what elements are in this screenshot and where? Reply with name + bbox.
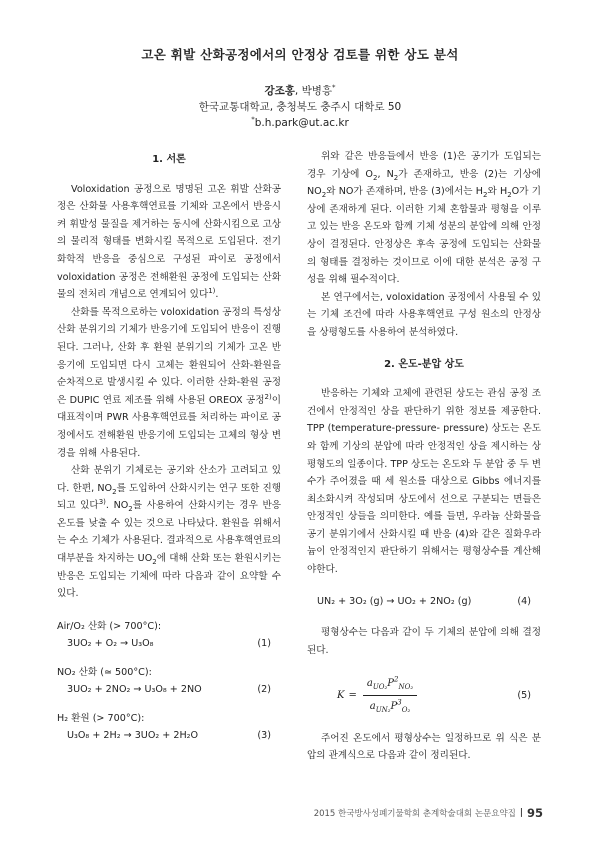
email-mark: *: [251, 115, 255, 124]
conclusion-paragraph: 주어진 온도에서 평형상수는 일정하므로 위 식은 분압의 관계식으로 다음과 같이 정리된다.: [307, 732, 541, 762]
reaction-equations: [57, 618, 281, 744]
first-author: 강조홍: [264, 85, 295, 97]
right-column: [307, 148, 541, 765]
email: b.h.park@ut.ac.kr: [254, 117, 349, 129]
equation-1: 3UO₂ + O₂ → U₃O₈ (1): [67, 637, 271, 649]
discussion-paragraph-2: 본 연구에서는, voloxidation 공정에서 사용될 수 있는 기체 조건에 따라 사용후핵연료 구성 원소의 안정상을 상평형도를 사용하여 분석하였다.: [307, 291, 541, 338]
paper-title: 고온 휘발 산화공정에서의 안정상 검토를 위한 상도 분석: [141, 47, 459, 62]
intro-paragraph-3: 산화 분위기 기체로는 공기와 산소가 고려되고 있다. 한편, $NO_2$를 도입하여 산화시키는 연구 또한 진행되고 있다$^{3)}$. $NO_2$를 사용하여 산화시키는 경우 반응 온도를 낮출 수 있는 것으로 나타났다. 환원을 위해서는 수소 기체가 사용된다. 결과적으로 사용후핵연료의 대부분을 차지하는 $UO_2$에 대해 산화 또는 환원시키는 반응은 도입되는 기체에 따라 다음과 같이 요약할 수 있다.: [57, 465, 282, 600]
eq5-number: (5): [517, 689, 531, 701]
footer-separator: |: [519, 808, 523, 818]
author-names: [0, 83, 600, 99]
corresponding-mark: *: [332, 83, 336, 92]
eq3-heading: H₂ 환원 (> 700°C):: [57, 712, 145, 724]
section1-heading: 1. 서론: [152, 154, 186, 165]
intro-paragraph-2: 산화를 목적으로하는 voloxidation 공정의 특성상 산화 분위기의 기체가 반응기에 도입되어 반응이 진행된다. 그러나, 산화 후 환원 분위기의 기체가 고온 반응기에 도입되면 다시 고체는 환원되어 산화-환원을 순차적으로 발생시킬 수 있다. 이러한 산화-환원 공정은 DUPIC 연료 제조를 위해 사용된 OREOX 공정$^{2)}$이 대표적이며 PWR 사용후핵연료를 처리하는 파이로 공정에서도 전해환원 반응기에 도입되는 고체의 형상 변경을 위해 사용된다.: [57, 306, 281, 459]
left-column: [57, 148, 281, 744]
equation-3: U₃O₈ + 2H₂ → 3UO₂ + 2H₂O (3): [67, 729, 271, 741]
email-line: [0, 115, 600, 131]
equation-2: 3UO₂ + 2NO₂ → U₃O₈ + 2NO (2): [67, 683, 271, 695]
co-author: , 박병흥: [294, 85, 333, 97]
affiliation: 한국교통대학교, 충청북도 충주시 대학로 50: [198, 101, 402, 113]
equilibrium-paragraph: 평형상수는 다음과 같이 두 기체의 분압에 의해 결정된다.: [307, 627, 541, 656]
author-block: [0, 83, 600, 131]
equilibrium-constant-formula: K = $\frac{a_{UO_2}P^2_{NO_2}}{a_{UN_2}P^3_{O_2}}$: [307, 675, 417, 715]
section2-heading: 2. 온도-분압 상도: [384, 358, 464, 370]
page-footer: [314, 806, 543, 820]
intro-paragraph-1: Voloxidation 공정으로 명명된 고온 휘발 산화공정은 산화물 사용후핵연료를 기체와 고온에서 반응시켜 휘발성 물질을 제거하는 동시에 산화시킴으로 고상의 물리적 형태를 변화시킬 목적으로 도입된다. 전기화학적 반응을 중심으로 구성된 파이로 공정에서 voloxidation 공정은 전해환원 공정에 도입되는 산화물의 전처리 개념으로 연계되어 있다$^{1)}$.: [57, 183, 281, 301]
equation-5: [307, 675, 541, 715]
equation-4: UN₂ + 3O₂ (g) → UO₂ + 2NO₂ (g) (4): [317, 595, 531, 607]
eq1-heading: Air/O₂ 산화 (> 700°C):: [57, 620, 162, 632]
page-number: 95: [526, 806, 543, 820]
tpp-paragraph: 반응하는 기체와 고체에 관련된 상도는 관심 공정 조건에서 안정적인 상을 판단하기 위한 정보를 제공한다. TPP (temperature-pressure- pressure) 상도는 온도와 함께 기상의 분압에 따라 안정적인 상을 제시하는 상평형도의 일종이다. TPP 상도는 온도와 두 분압 중 두 변수가 주어졌을 때 세 원소를 대상으로 Gibbs 에너지를 최소화시켜 작성되며 상도에서 선으로 구분되는 면들은 안정적인 상들을 의미한다. 예를 들면, 우라늄 산화물을 공기 분위기에서 산화시킬 때 반응 (4)와 같은 질화우라늄이 안정적인지 판단하기 위해서는 평형상수를 계산해야한다.: [307, 388, 541, 576]
discussion-paragraph-1: 위와 같은 반응들에서 반응 (1)은 공기가 도입되는 경우 기상에 $O_2$, $N_2$가 존재하고, 반응 (2)는 기상에 $NO_2$와 NO가 존재하며, 반응 (3)에서는 $H_2$와 $H_2O$가 기상에 존재하게 된다. 이러한 기체 혼합물과 평형을 이루고 있는 반응 온도와 함께 기체 성분의 분압에 의해 안정상이 결정된다. 안정상은 후속 공정에 도입되는 산화물의 형태를 결정하는 것이므로 이에 대한 분석은 공정 구성을 위해 필수적이다.: [307, 151, 541, 286]
eq2-heading: NO₂ 산화 (≃ 500°C):: [57, 666, 152, 678]
footer-text: 2015 한국방사성폐기물학회 춘계학술대회 논문요약집: [313, 809, 516, 819]
